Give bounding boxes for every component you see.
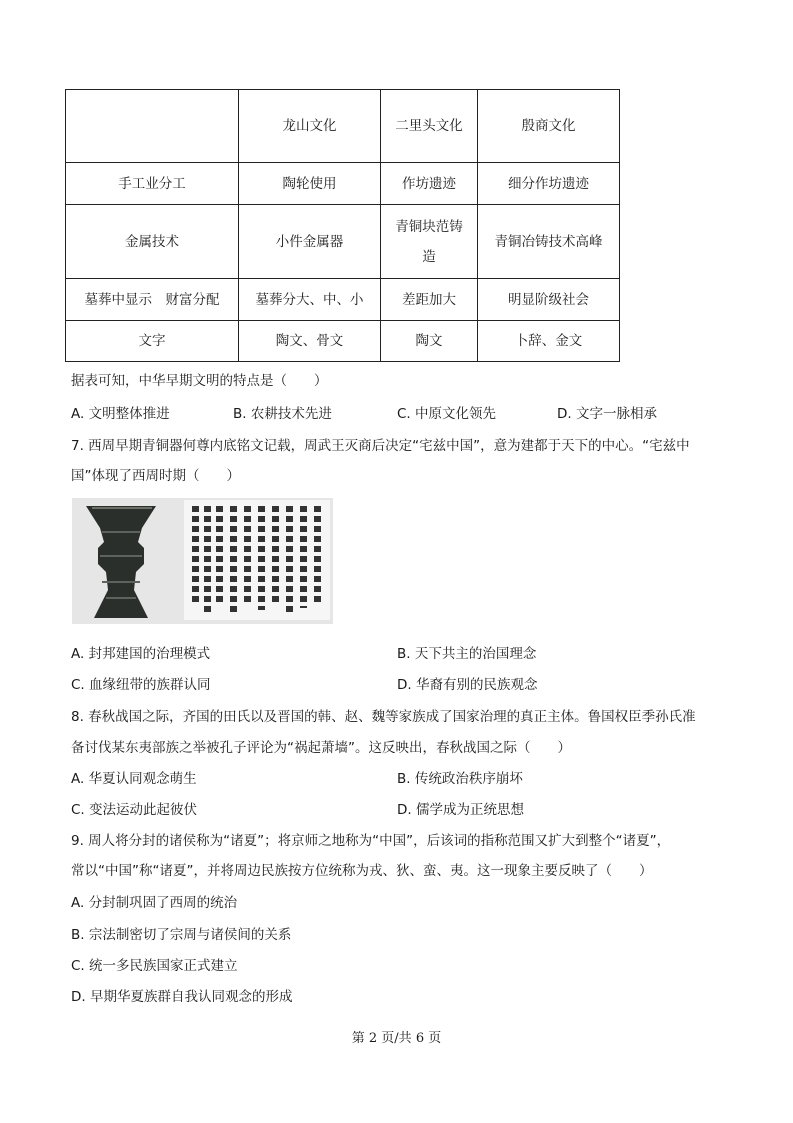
q6-option-b: B. 农耕技术先进 [233,406,332,422]
q6-option-d: D. 文字一脉相承 [557,406,657,422]
comparison-table [65,89,620,362]
q6-option-c: C. 中原文化领先 [397,406,497,422]
table-row [66,205,620,279]
q9-stem-line2: 常以“中国”称“诸夏”，并将周边民族按方位统称为戎、狄、蛮、夷。这一现象主要反映了（ ） [71,863,653,879]
table-header-cell: 龙山文化 [239,90,381,163]
table-cell: 青铜冶铸技术高峰 [478,205,620,279]
table-cell: 文字 [66,321,239,362]
table-row [66,279,620,321]
q8-stem-line1: 8. 春秋战国之际，齐国的田氏以及晋国的韩、赵、魏等家族成了国家治理的真正主体。鲁国权臣季孙氏准 [71,709,696,725]
q7-stem-line2: 国”体现了西周时期（ ） [71,468,240,484]
q8-option-d: D. 儒学成为正统思想 [397,802,524,818]
table-cell: 卜辞、金文 [478,321,620,362]
q7-option-a: A. 封邦建国的治理模式 [71,646,211,662]
q8-option-a: A. 华夏认同观念萌生 [71,771,197,787]
inscription-rubbing [184,500,330,620]
table-cell: 青铜块范铸 造 [381,205,478,279]
q8-option-b: B. 传统政治秩序崩坏 [397,771,523,787]
table-cell: 墓葬中显示 财富分配 [66,279,239,321]
q9-option-c: C. 统一多民族国家正式建立 [71,958,238,974]
bronze-vessel-inscription-image [72,498,333,624]
q8-option-c: C. 变法运动此起彼伏 [71,802,198,818]
q6-option-a: A. 文明整体推进 [71,406,170,422]
q7-stem-line1: 7. 西周早期青铜器何尊内底铭文记载，周武王灭商后决定“宅兹中国”，意为建都于天下的中心。“宅兹中 [71,438,690,454]
page-number-footer: 第 2 页/共 6 页 [351,1031,442,1046]
q9-option-b: B. 宗法制密切了宗周与诸侯间的关系 [71,927,292,943]
q9-option-a: A. 分封制巩固了西周的统治 [71,895,238,911]
q7-option-d: D. 华裔有别的民族观念 [397,677,538,693]
table-row [66,163,620,205]
table-cell: 陶文、骨文 [239,321,381,362]
q9-stem-line1: 9. 周人将分封的诸侯称为“诸夏”；将京师之地称为“中国”，后该词的指称范围又扩大到整个“诸夏”， [71,833,671,849]
q8-stem-line2: 备讨伐某东夷部族之举被孔子评论为“祸起萧墙”。这反映出，春秋战国之际（ ） [71,740,571,756]
table-cell: 金属技术 [66,205,239,279]
table-header-cell: 二里头文化 [381,90,478,163]
table-cell: 作坊遗迹 [381,163,478,205]
table-header-cell [66,90,239,163]
q7-option-c: C. 血缘纽带的族群认同 [71,677,211,693]
table-cell: 陶轮使用 [239,163,381,205]
table-row [66,321,620,362]
table-cell: 细分作坊遗迹 [478,163,620,205]
table-cell: 小件金属器 [239,205,381,279]
table-header-cell: 殷商文化 [478,90,620,163]
table-cell: 差距加大 [381,279,478,321]
table-cell: 明显阶级社会 [478,279,620,321]
table-cell: 陶文 [381,321,478,362]
q6-stem: 据表可知，中华早期文明的特点是（ ） [71,373,328,389]
table-cell: 手工业分工 [66,163,239,205]
q9-option-d: D. 早期华夏族群自我认同观念的形成 [71,989,293,1005]
table-cell: 墓葬分大、中、小 [239,279,381,321]
table-header-row [66,90,620,163]
q7-option-b: B. 天下共主的治国理念 [397,646,537,662]
